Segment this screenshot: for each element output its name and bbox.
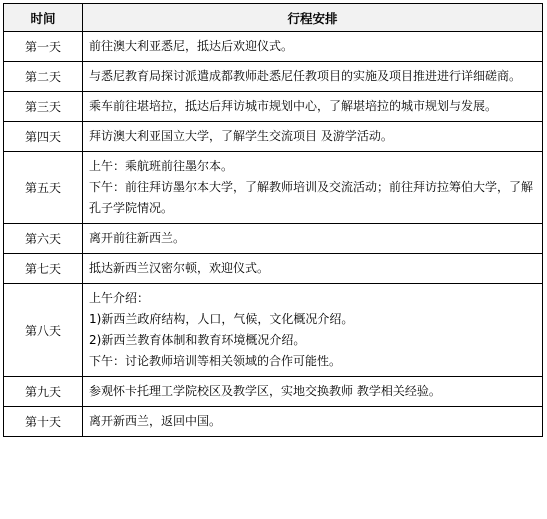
plan-line: 离开前往新西兰。 [89,231,186,245]
day-cell: 第九天 [4,377,83,407]
day-cell: 第一天 [4,32,83,62]
day-cell: 第八天 [4,284,83,377]
table-body [4,32,543,437]
plan-cell [83,407,543,437]
plan-cell [83,254,543,284]
table-row [4,254,543,284]
day-cell: 第四天 [4,122,83,152]
table-header-row [4,4,543,32]
table-row [4,284,543,377]
day-cell: 第七天 [4,254,83,284]
day-cell: 第十天 [4,407,83,437]
plan-line: 上午介绍： [89,291,150,305]
plan-line: 离开新西兰，返回中国。 [89,414,222,428]
plan-line: 上午：乘航班前往墨尔本。 [89,159,234,173]
plan-cell [83,152,543,224]
plan-cell [83,92,543,122]
table-row [4,407,543,437]
plan-line: 2)新西兰教育体制和教育环境概况介绍。 [89,333,306,347]
plan-line: 1)新西兰政府结构，人口，气候，文化概况介绍。 [89,312,354,326]
day-cell: 第二天 [4,62,83,92]
day-cell: 第三天 [4,92,83,122]
table-row [4,224,543,254]
plan-cell [83,32,543,62]
plan-cell [83,122,543,152]
plan-line: 下午：前往拜访墨尔本大学，了解教师培训及交流活动；前往拜访拉筹伯大学，了解孔子学院情况。 [89,180,534,215]
plan-line: 参观怀卡托理工学院校区及教学区，实地交换教师 教学相关经验。 [89,384,441,398]
plan-line: 拜访澳大利亚国立大学，了解学生交流项目 及游学活动。 [89,129,393,143]
plan-cell [83,224,543,254]
table-row [4,152,543,224]
plan-line: 与悉尼教育局探讨派遣成都教师赴悉尼任教项目的实施及项目推进进行详细磋商。 [89,69,522,83]
header-time: 时间 [4,4,83,32]
plan-line: 乘车前往堪培拉，抵达后拜访城市规划中心，了解堪培拉的城市规划与发展。 [89,99,498,113]
plan-cell [83,284,543,377]
table-row [4,377,543,407]
table-row [4,62,543,92]
plan-line: 抵达新西兰汉密尔顿，欢迎仪式。 [89,261,270,275]
table-row [4,122,543,152]
plan-cell [83,62,543,92]
table-row [4,92,543,122]
day-cell: 第五天 [4,152,83,224]
day-cell: 第六天 [4,224,83,254]
plan-line: 下午：讨论教师培训等相关领域的合作可能性。 [89,354,342,368]
header-plan: 行程安排 [83,4,543,32]
plan-cell [83,377,543,407]
table-row [4,32,543,62]
plan-line: 前往澳大利亚悉尼，抵达后欢迎仪式。 [89,39,294,53]
itinerary-table [3,3,543,437]
